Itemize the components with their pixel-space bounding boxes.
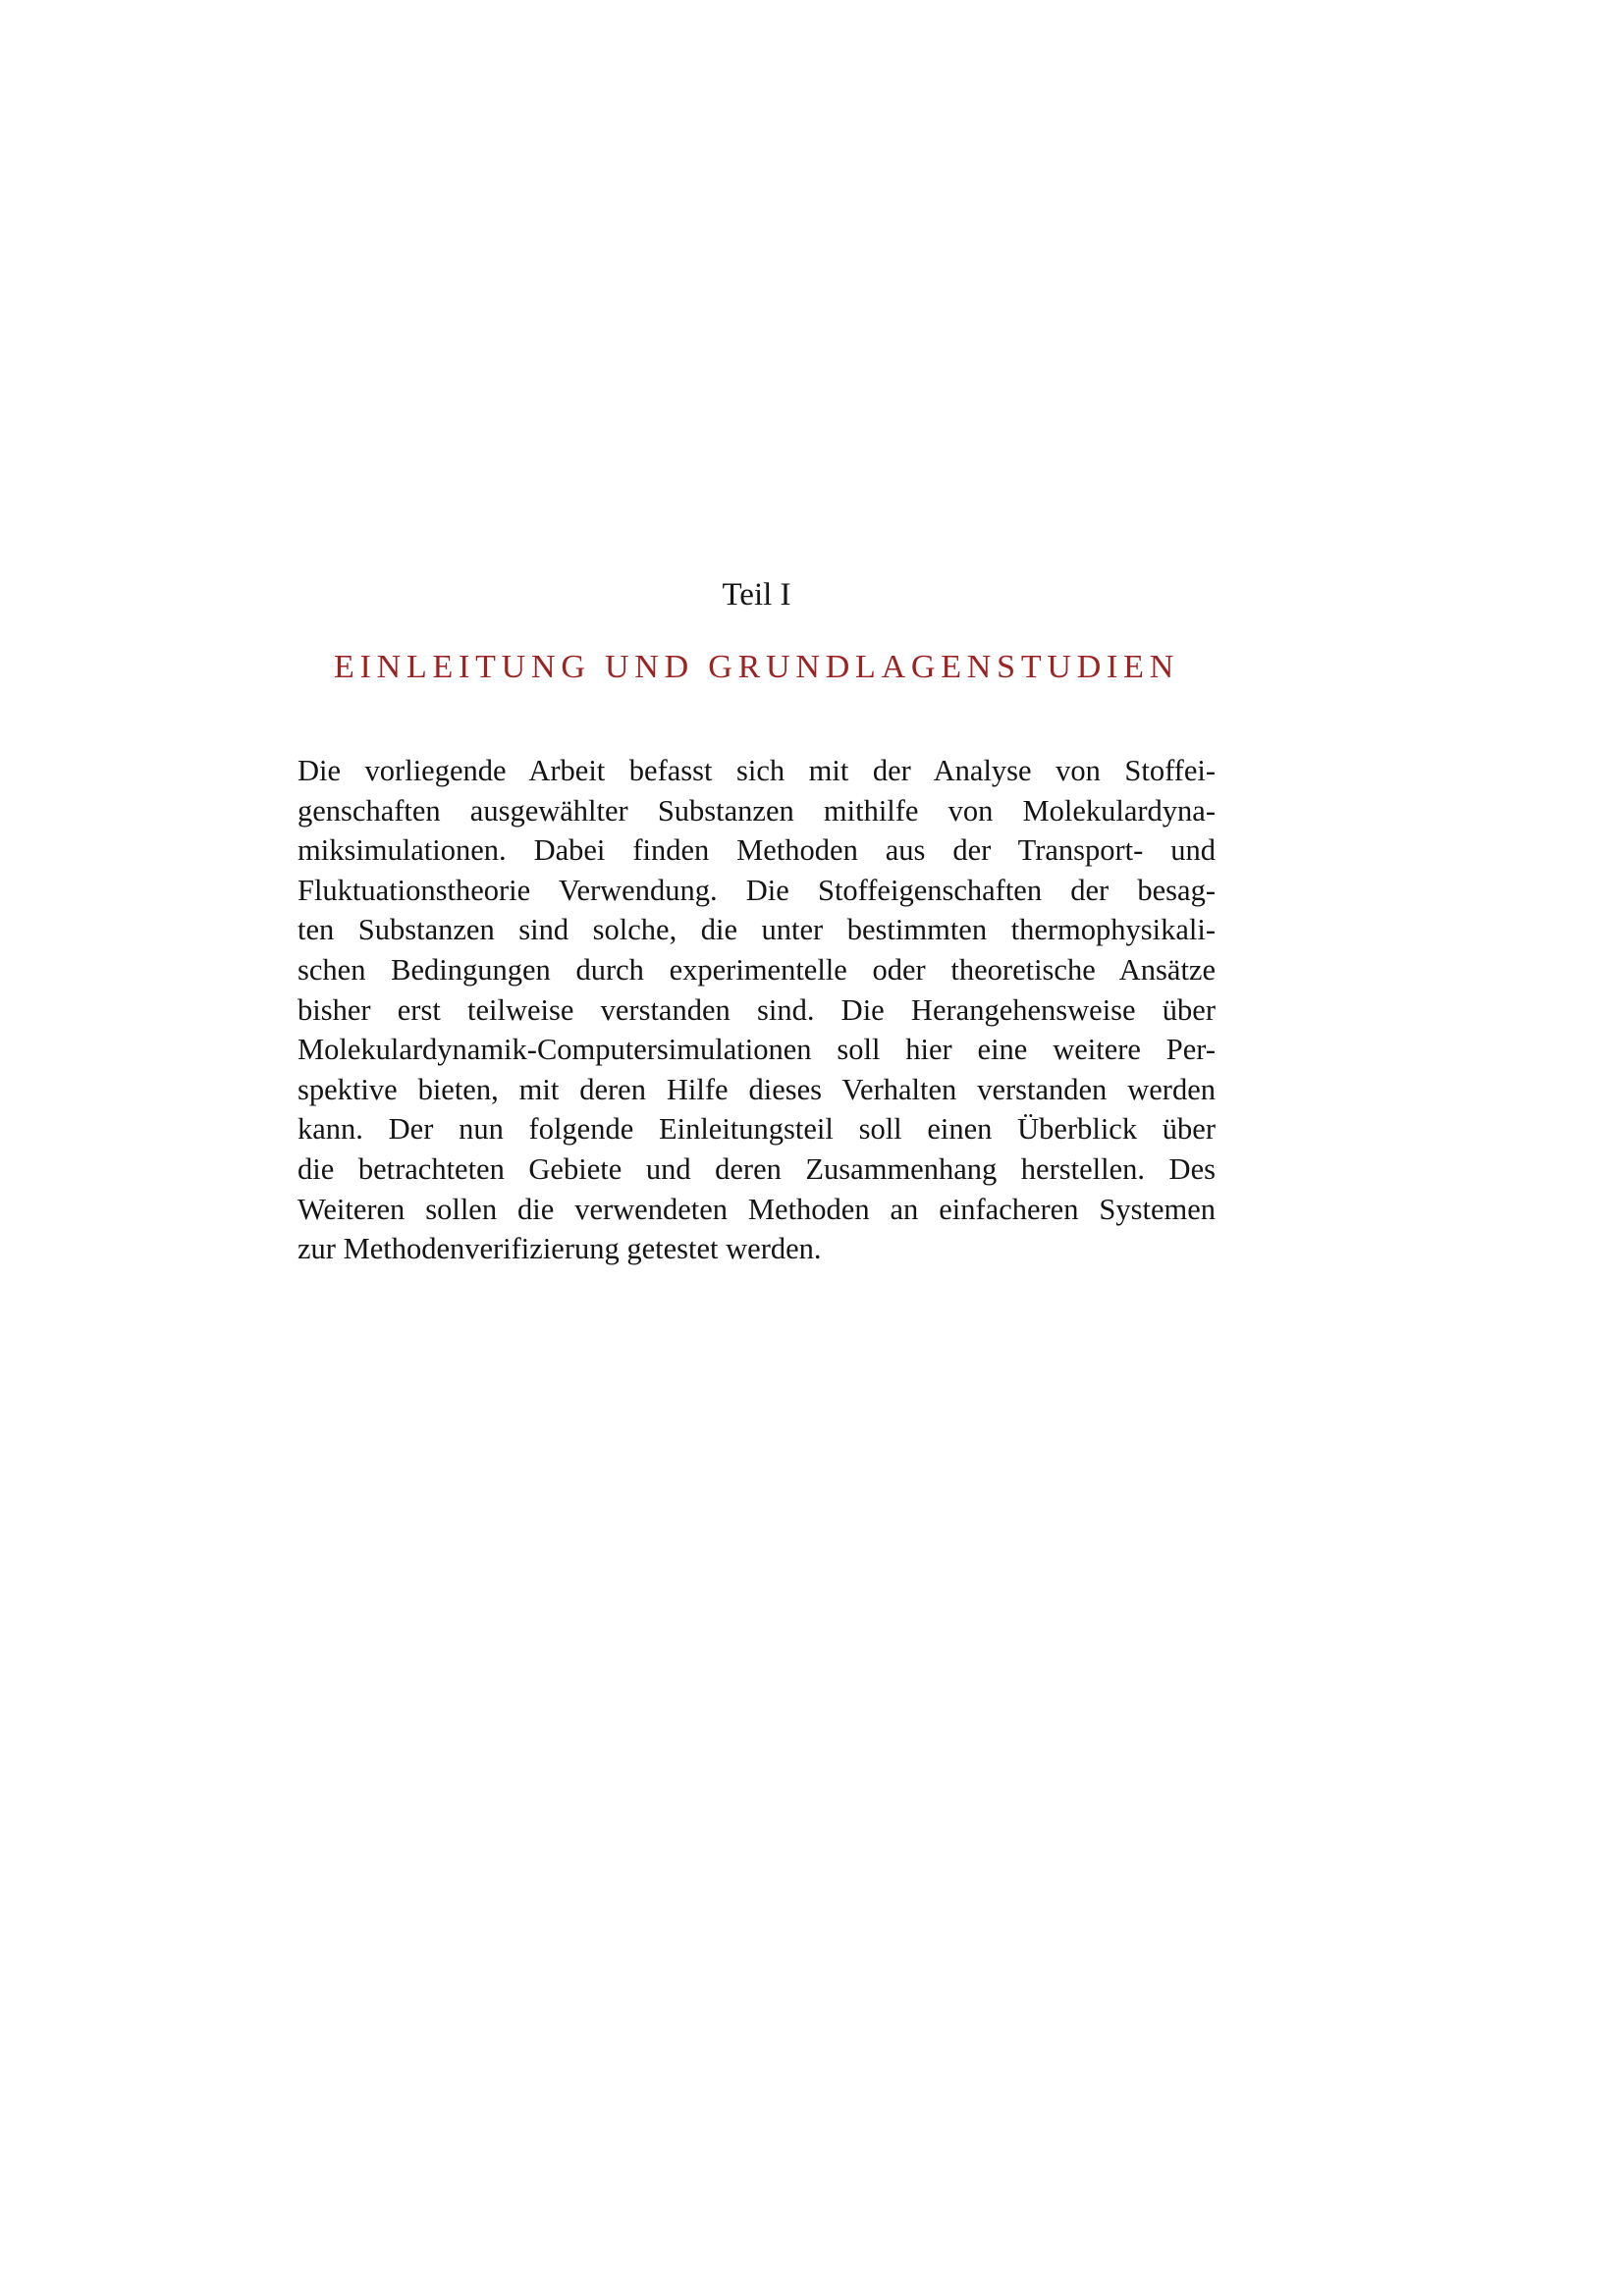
paragraph-line: Fluktuationstheorie Verwendung. Die Stoffeigenschaften der besag- [298, 873, 1216, 907]
introduction-paragraph [298, 751, 1216, 1269]
paragraph-line: miksimulationen. Dabei finden Methoden aus der Transport- und [298, 833, 1216, 868]
paragraph-line: Weiteren sollen die verwendeten Methoden an einfacheren Systemen [298, 1192, 1216, 1226]
paragraph-line: Die vorliegende Arbeit befasst sich mit der Analyse von Stoffei- [298, 754, 1216, 788]
paragraph-line: die betrachteten Gebiete und deren Zusammenhang herstellen. Des [298, 1152, 1216, 1187]
paragraph-line: genschaften ausgewählter Substanzen mithilfe von Molekulardyna- [298, 793, 1216, 828]
paragraph-line: Molekulardynamik-Computersimulationen soll hier eine weitere Per- [298, 1033, 1216, 1067]
part-title-block [298, 577, 1216, 1269]
paragraph-line: ten Substanzen sind solche, die unter bestimmten thermophysikali- [298, 913, 1216, 947]
paragraph-line: kann. Der nun folgende Einleitungsteil soll einen Überblick über [298, 1112, 1216, 1147]
part-title-heading: EINLEITUNG UND GRUNDLAGENSTUDIEN [333, 649, 1180, 686]
paragraph-line: zur Methodenverifizierung getestet werden. [298, 1232, 822, 1266]
paragraph-line: spektive bieten, mit deren Hilfe dieses Verhalten verstanden werden [298, 1072, 1216, 1106]
part-number-label: Teil I [722, 577, 791, 613]
paragraph-line: bisher erst teilweise verstanden sind. Die Herangehensweise über [298, 992, 1216, 1027]
paragraph-line: schen Bedingungen durch experimentelle oder theoretische Ansätze [298, 953, 1216, 988]
